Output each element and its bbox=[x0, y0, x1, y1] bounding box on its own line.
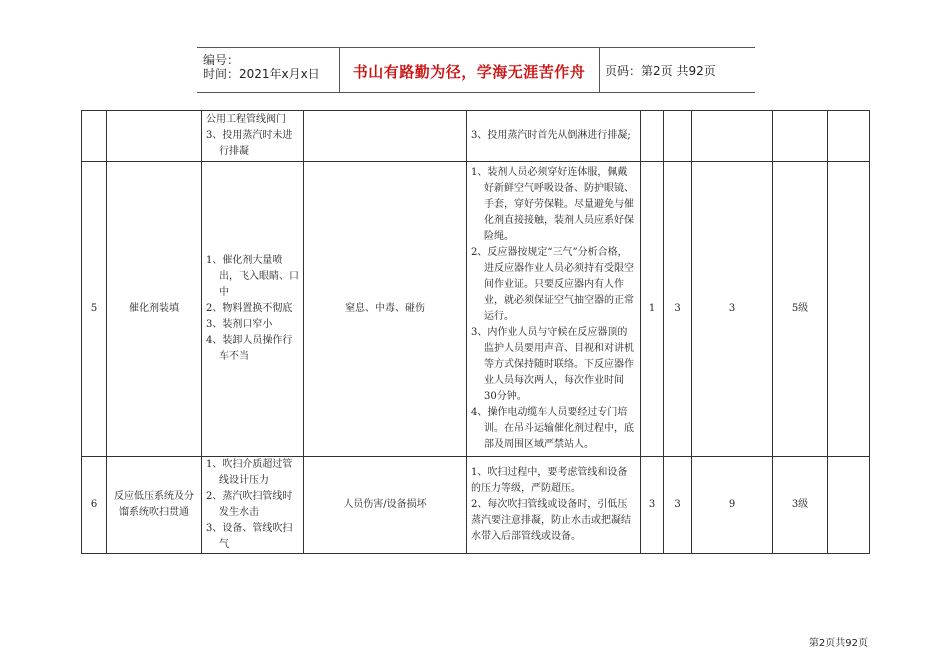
consequence: 人员伤害/设备损坏 bbox=[304, 457, 467, 554]
consequence bbox=[304, 111, 467, 162]
cause-item: 3、装剂口窄小 bbox=[206, 319, 273, 330]
measure-item: 2、每次吹扫管线或设备时，引低压蒸汽要注意排凝，防止水击或把凝结水带入后部管线或设备。 bbox=[471, 499, 631, 542]
measure-item: 1、装剂人员必须穿好连体服，佩戴好新鲜空气呼吸设备、防护眼镜、手套，穿好劳保鞋。尽量避免与催化剂直接接触，装剂人员应系好保险绳。 bbox=[471, 167, 634, 242]
control-measures bbox=[467, 457, 641, 554]
header-motto-cell bbox=[339, 48, 600, 92]
operation-name bbox=[107, 111, 202, 162]
consequence: 窒息、中毒、碰伤 bbox=[304, 162, 467, 457]
hazard-causes bbox=[202, 457, 304, 554]
cause-item: 1、催化剂大量喷出，飞入眼睛、口中 bbox=[206, 255, 299, 298]
hazard-causes bbox=[202, 162, 304, 457]
row-number: 6 bbox=[82, 457, 107, 554]
row-number bbox=[82, 111, 107, 162]
remarks bbox=[828, 457, 870, 554]
severity bbox=[664, 111, 692, 162]
risk-level bbox=[773, 111, 828, 162]
risk-level: 5级 bbox=[773, 162, 828, 457]
cause-item: 2、物料置换不彻底 bbox=[206, 303, 293, 314]
measure-item: 3、内作业人员与守候在反应器顶的监护人员要用声音、目视和对讲机等方式保持随时联络。下反应器作业人员每次两人，每次作业时间30分钟。 bbox=[471, 327, 634, 402]
time-label: 时间：2021年x月x日 bbox=[203, 67, 320, 81]
operation-name: 催化剂装填 bbox=[107, 162, 202, 457]
hazard-causes bbox=[202, 111, 304, 162]
table-row bbox=[82, 162, 870, 457]
control-measures bbox=[467, 162, 641, 457]
hazard-table bbox=[81, 110, 870, 554]
cause-item: 公用工程管线阀门 bbox=[206, 114, 286, 125]
severity: 3 bbox=[664, 457, 692, 554]
cause-item: 4、装卸人员操作行车不当 bbox=[206, 335, 293, 362]
likelihood: 3 bbox=[641, 457, 664, 554]
serial-label: 编号： bbox=[203, 53, 240, 67]
header-meta-cell bbox=[197, 48, 340, 92]
page-header bbox=[197, 47, 755, 93]
control-measures bbox=[467, 111, 641, 162]
footer-page-number: 第2页共92页 bbox=[808, 638, 868, 649]
remarks bbox=[828, 162, 870, 457]
cause-item: 1、吹扫介质超过管线设计压力 bbox=[206, 459, 293, 486]
table-row bbox=[82, 111, 870, 162]
likelihood: 1 bbox=[641, 162, 664, 457]
severity: 3 bbox=[664, 162, 692, 457]
likelihood bbox=[641, 111, 664, 162]
motto-text: 书山有路勤为径，学海无涯苦作舟 bbox=[352, 63, 586, 81]
risk-score: 9 bbox=[692, 457, 773, 554]
header-page-cell bbox=[599, 48, 755, 92]
cause-item: 3、设备、管线吹扫气 bbox=[206, 523, 293, 550]
measure-item: 3、投用蒸汽时首先从倒淋进行排凝; bbox=[471, 130, 631, 141]
remarks bbox=[828, 111, 870, 162]
cause-item: 2、蒸汽吹扫管线时发生水击 bbox=[206, 491, 293, 518]
measure-item: 4、操作电动缆车人员要经过专门培训。在吊斗运输催化剂过程中，底部及周围区域严禁站人。 bbox=[471, 407, 634, 450]
risk-level: 3级 bbox=[773, 457, 828, 554]
risk-score: 3 bbox=[692, 162, 773, 457]
row-number: 5 bbox=[82, 162, 107, 457]
measure-item: 2、反应器按规定“三气”分析合格，进反应器作业人员必须持有受限空间作业证。只要反应器内有人作业，就必须保证空气抽空器的正常运行。 bbox=[471, 247, 634, 322]
cause-item: 3、投用蒸汽时未进行排凝 bbox=[206, 130, 293, 157]
page-label: 页码：第2页 共92页 bbox=[605, 64, 716, 78]
operation-name: 反应低压系统及分馏系统吹扫贯通 bbox=[107, 457, 202, 554]
risk-score bbox=[692, 111, 773, 162]
measure-item: 1、吹扫过程中，要考虑管线和设备的压力等级，严防超压。 bbox=[471, 467, 628, 494]
table-row bbox=[82, 457, 870, 554]
